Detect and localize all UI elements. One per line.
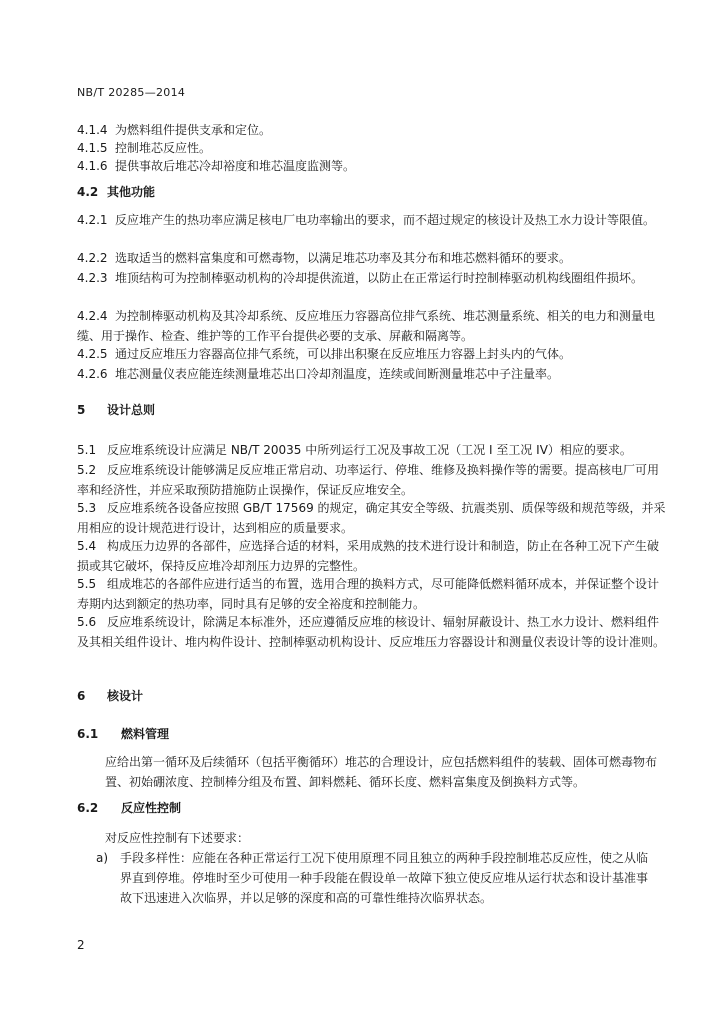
section-number: 5 — [77, 403, 86, 417]
clause-4-1-6 — [77, 156, 667, 176]
section-heading-5 — [77, 400, 155, 420]
clause-4-2-1 — [77, 210, 667, 230]
clause-text: 反应堆产生的热功率应满足核电厂电功率输出的要求，而不超过规定的核设计及热工水力设计等限值。 — [115, 213, 656, 227]
section-title: 其他功能 — [107, 185, 156, 199]
clause-number: 5.2 — [77, 463, 97, 477]
clause-number: 4.2.5 — [77, 347, 108, 361]
clause-4-2-6 — [77, 364, 667, 384]
clause-5-3 — [77, 498, 667, 538]
clause-number: 4.2.6 — [77, 367, 108, 381]
section-heading-6 — [77, 686, 143, 706]
clause-number: 5.1 — [77, 443, 97, 457]
clause-number: 4.2.3 — [77, 271, 108, 285]
clause-text: 反应堆系统设计，除满足本标准外，还应遵循反应堆的核设计、辐射屏蔽设计、热工水力设计、燃料组件及其相关组件设计、堆内构件设计、控制棒驱动机构设计、反应堆压力容器设计和测量仪表设计等的设计准则。 — [77, 615, 666, 649]
clause-text: 反应堆系统各设备应按照 GB/T 17569 的规定，确定其安全等级、抗震类别、质保等级和规范等级，并采用相应的设计规范进行设计，达到相应的质量要求。 — [77, 501, 666, 535]
clause-number: 5.4 — [77, 539, 97, 553]
section-heading-4-2 — [77, 182, 155, 202]
clause-number: 4.2.2 — [77, 251, 108, 265]
clause-number: 5.3 — [77, 501, 97, 515]
clause-text: 反应堆系统设计能够满足反应堆正常启动、功率运行、停堆、维修及换料操作等的需要。提高核电厂可用率和经济性，并应采取预防措施防止误操作，保证反应堆安全。 — [77, 463, 660, 497]
clause-4-1-4 — [77, 120, 667, 140]
clause-5-5 — [77, 574, 667, 614]
clause-text: 堆芯测量仪表应能连续测量堆芯出口冷却剂温度，连续或间断测量堆芯中子注量率。 — [115, 367, 560, 381]
section-number: 6.1 — [77, 727, 99, 741]
clause-4-2-2 — [77, 248, 667, 268]
clause-text: 为控制棒驱动机构及其冷却系统、反应堆压力容器高位排气系统、堆芯测量系统、相关的电力和测量电缆、用于操作、检查、维护等的工作平台提供必要的支承、屏蔽和隔离等。 — [77, 309, 656, 343]
clause-5-1 — [77, 440, 667, 460]
clause-text: 控制堆芯反应性。 — [115, 141, 212, 155]
clause-text: 为燃料组件提供支承和定位。 — [115, 123, 272, 137]
section-title: 燃料管理 — [121, 727, 170, 741]
clause-text: 提供事故后堆芯冷却裕度和堆芯温度监测等。 — [115, 159, 356, 173]
clause-text: 通过反应堆压力容器高位排气系统，可以排出积聚在反应堆压力容器上封头内的气体。 — [115, 347, 572, 361]
section-title: 反应性控制 — [121, 801, 182, 815]
paragraph-6-2-intro: 对反应性控制有下述要求： — [105, 831, 250, 845]
clause-text: 构成压力边界的各部件，应选择合适的材料，采用成熟的技术进行设计和制造，防止在各种工况下产生破损或其它破坏，保持反应堆冷却剂压力边界的完整性。 — [77, 539, 660, 573]
section-number: 4.2 — [77, 185, 99, 199]
clause-text: 反应堆系统设计应满足 NB/T 20035 中所列运行工况及事故工况（工况 I 至工况 IV）相应的要求。 — [107, 443, 632, 457]
clause-number: 4.1.4 — [77, 123, 108, 137]
section-heading-6-2 — [77, 798, 181, 818]
clause-4-2-4 — [77, 306, 667, 346]
list-item-a — [96, 848, 656, 908]
clause-5-6 — [77, 612, 667, 652]
section-title: 核设计 — [107, 689, 144, 703]
section-number: 6 — [77, 689, 86, 703]
clause-number: 4.1.6 — [77, 159, 108, 173]
list-marker: a) — [96, 851, 109, 865]
section-title: 设计总则 — [107, 403, 156, 417]
section-number: 6.2 — [77, 801, 99, 815]
list-item-text: 手段多样性：应能在各种正常运行工况下使用原理不同且独立的两种手段控制堆芯反应性，使之从临界直到停堆。停堆时至少可使用一种手段能在假设单一故障下独立使反应堆从运行状态和设计基准事故下迅速进入次临界，并以足够的深度和高的可靠性维持次临界状态。 — [120, 851, 649, 905]
clause-5-2 — [77, 460, 667, 500]
clause-5-4 — [77, 536, 667, 576]
clause-number: 4.1.5 — [77, 141, 108, 155]
paragraph-6-1: 应给出第一循环及后续循环（包括平衡循环）堆芯的合理设计，应包括燃料组件的装载、固体可燃毒物布置、初始硼浓度、控制棒分组及布置、卸料燃耗、循环长度、燃料富集度及倒换料方式等。 — [105, 755, 658, 789]
page-number: 2 — [77, 938, 85, 952]
clause-4-2-5 — [77, 344, 667, 364]
clause-text: 堆顶结构可为控制棒驱动机构的冷却提供流道，以防止在正常运行时控制棒驱动机构线圈组件损坏。 — [115, 271, 644, 285]
clause-number: 4.2.1 — [77, 213, 108, 227]
section-heading-6-1 — [77, 724, 169, 744]
document-id-header: NB/T 20285—2014 — [77, 86, 186, 99]
clause-text: 选取适当的燃料富集度和可燃毒物，以满足堆芯功率及其分布和堆芯燃料循环的要求。 — [115, 251, 572, 265]
clause-4-1-5 — [77, 138, 667, 158]
clause-number: 5.5 — [77, 577, 97, 591]
clause-text: 组成堆芯的各部件应进行适当的布置，选用合理的换料方式，尽可能降低燃料循环成本，并保证整个设计寿期内达到额定的热功率，同时具有足够的安全裕度和控制能力。 — [77, 577, 660, 611]
clause-number: 5.6 — [77, 615, 97, 629]
clause-number: 4.2.4 — [77, 309, 108, 323]
clause-4-2-3 — [77, 268, 667, 288]
